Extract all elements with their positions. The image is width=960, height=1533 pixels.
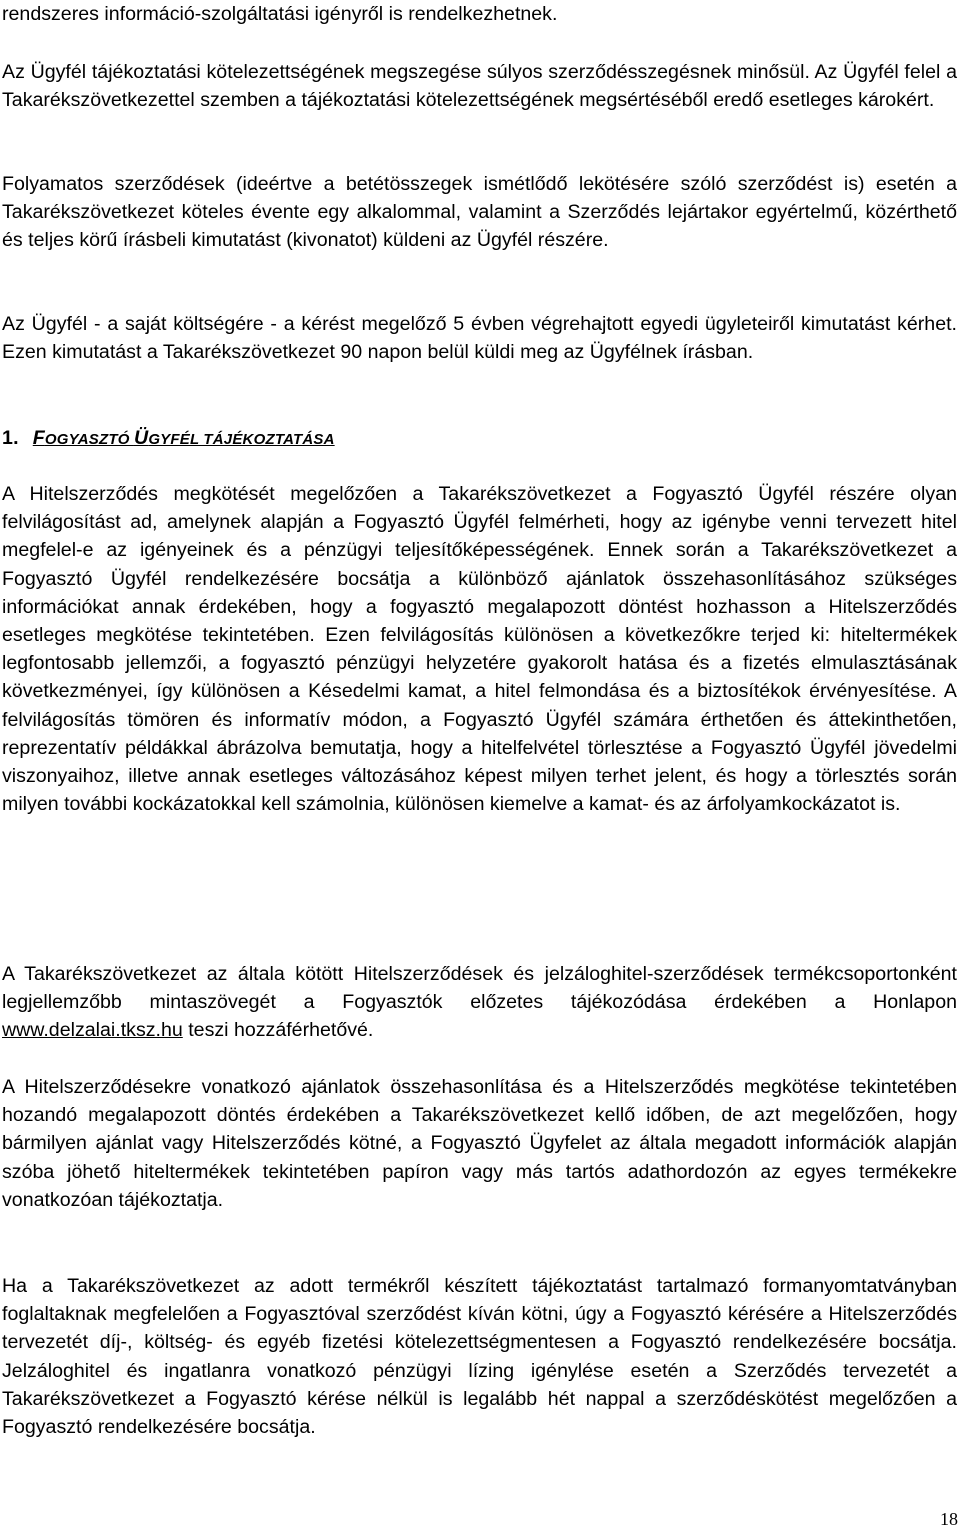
section-title bbox=[33, 427, 335, 449]
section-heading bbox=[2, 424, 335, 454]
section-title-part: Ü bbox=[133, 427, 149, 449]
paragraph-info-service: rendszeres információ-szolgáltatási igényről is rendelkezhetnek. bbox=[2, 3, 558, 25]
paragraph-client-obligation: Az Ügyfél tájékoztatási kötelezettségének megszegése súlyos szerződésszegésnek minősül. Az Ügyfél felel a Takarékszövetkezettel szemben a tájékoztatási kötelezettségének megsértéséből eredő esetleges károkért. bbox=[2, 61, 957, 112]
paragraph-statement-request: Az Ügyfél - a saját költségére - a kérést megelőző 5 évben végrehajtott egyedi ügyleteiről kimutatást kérhet. Ezen kimutatást a Takarékszövetkezet 90 napon belül küldi meg az Ügyfélnek írásban. bbox=[2, 313, 957, 364]
paragraph-text: teszi hozzáférhetővé. bbox=[182, 1019, 374, 1042]
paragraph-pre-contract-info: A Hitelszerződés megkötését megelőzően a Takarékszövetkezet a Fogyasztó Ügyfél részére olyan felvilágosítást ad, amelynek alapján a Fogyasztó Ügyfél felmérheti, hogy az igénybe venni tervezett hitel megfelel-e az igényeinek és a pénzügyi teljesítőképességének. Ennek során a Takarékszövetkezet a Fogyasztó Ügyfél rendelkezésére bocsátja a különböző ajánlatok összehasonlításához szükséges információkat annak érdekében, hogy a fogyasztó megalapozott döntést hozhasson a Hitelszerződés esetleges megkötése tekintetében. Ezen felvilágosítás különösen a következőkre terjed ki: hiteltermékek legfontosabb jellemzői, a fogyasztó pénzügyi helyzetére gyakorolt hatása és a fizetés elmulasztásának következményei, így különösen a Késedelmi kamat, a hitel felmondása és a biztosítékok érvényesítése. A felvilágosítás tömören és informatív módon, a Fogyasztó Ügyfél számára érthetően és áttekinthetően, reprezentatív példákkal ábrázolva bemutatja, hogy a hitelfelvétel törlesztése a Fogyasztó Ügyfél jövedelmi viszonyaihoz, illetve annak esetleges változásához képest milyen terhet jelent, és hogy a törlesztés során milyen további kockázatokkal kell számolnia, különösen kiemelve a kamat- és az árfolyamkockázatot is. bbox=[2, 483, 957, 816]
section-title-part: GYFÉL TÁJÉKOZTATÁSA bbox=[148, 431, 335, 448]
page-number: 18 bbox=[940, 1509, 958, 1529]
paragraph-sample-texts bbox=[2, 960, 957, 1045]
section-number: 1. bbox=[2, 427, 19, 449]
paragraph-text: A Takarékszövetkezet az általa kötött Hitelszerződések és jelzáloghitel-szerződések termékcsoportonként legjellemzőbb mintaszövegét a Fogyasztók előzetes tájékozódása érdekében a Honlapon bbox=[2, 963, 957, 1014]
section-title-part: F bbox=[32, 427, 45, 449]
paragraph-contract-draft: Ha a Takarékszövetkezet az adott termékről készített tájékoztatást tartalmazó formanyomtatványban foglaltaknak megfelelően a Fogyasztóval szerződést kíván kötni, úgy a Fogyasztó kérésére a Hitelszerződés tervezetét díj-, költség- és egyéb fizetési kötelezettségmentesen a Fogyasztó rendelkezésére bocsátja. Jelzáloghitel és ingatlanra vonatkozó pénzügyi lízing igénylése esetén a Szerződés tervezetét a Takarékszövetkezet a Fogyasztó kérése nélkül is legalább hét nappal a szerződéskötést megelőzően a Fogyasztó rendelkezésére bocsátja. bbox=[2, 1275, 957, 1439]
section-title-part: OGYASZTÓ bbox=[44, 431, 134, 448]
website-link[interactable]: www.delzalai.tksz.hu bbox=[2, 1019, 183, 1042]
paragraph-continuous-contracts: Folyamatos szerződések (ideértve a betétösszegek ismétlődő lekötésére szóló szerződést is) esetén a Takarékszövetkezet köteles évente egy alkalommal, valamint a Szerződés lejártakor egyértelmű, közérthető és teljes körű írásbeli kimutatást (kivonatot) küldeni az Ügyfél részére. bbox=[2, 173, 957, 252]
paragraph-offer-comparison: A Hitelszerződésekre vonatkozó ajánlatok összehasonlítása és a Hitelszerződés megkötése tekintetében hozandó megalapozott döntés érdekében a Takarékszövetkezet kellő időben, de azt megelőzően, hogy bármilyen ajánlat vagy Hitelszerződés kötné, a Fogyasztó Ügyfelet az általa megadott információk alapján szóba jöhető hiteltermékek tekintetében papíron vagy más tartós adathordozón az egyes termékekre vonatkozóan tájékoztatja. bbox=[2, 1076, 957, 1211]
